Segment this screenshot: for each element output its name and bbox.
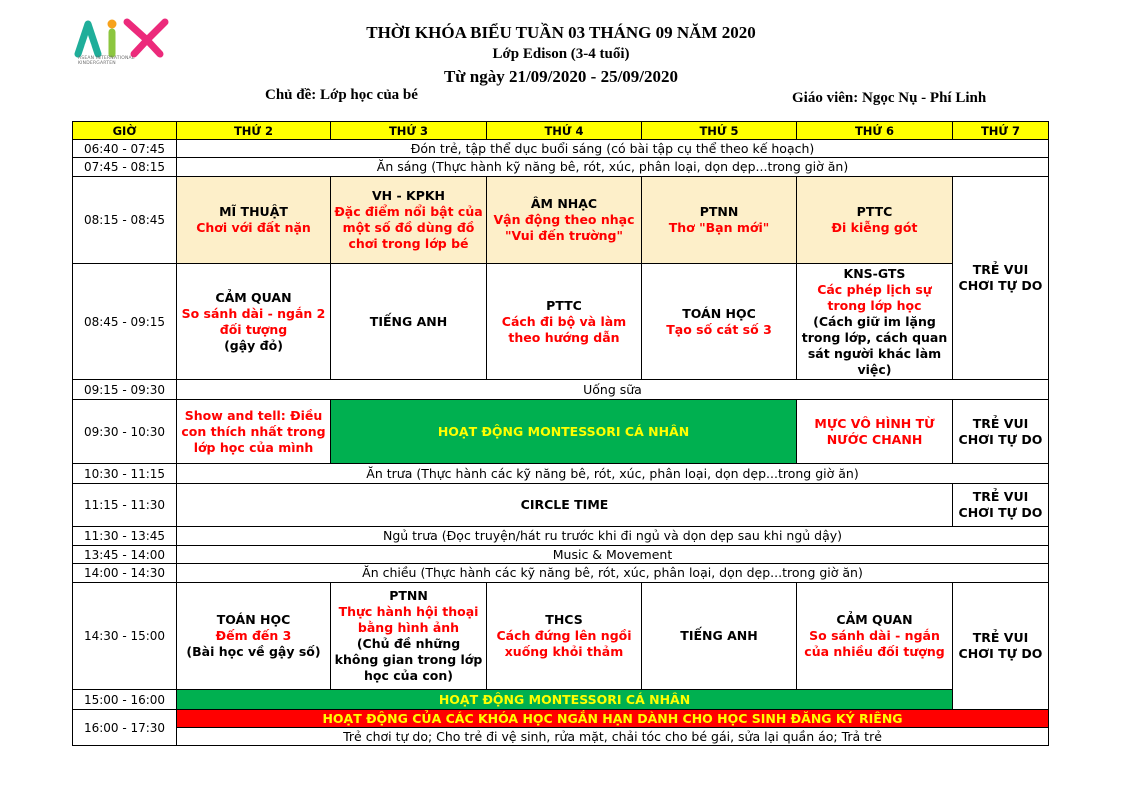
col-header-mon: THỨ 2 (177, 122, 331, 140)
table-row (73, 484, 1049, 527)
lesson-cell-wed: ÂM NHẠC Vận động theo nhạc "Vui đến trường" (487, 177, 642, 264)
col-header-time: GIỜ (73, 122, 177, 140)
time-cell: 08:15 - 08:45 (73, 177, 177, 264)
table-row (73, 546, 1049, 564)
time-cell: 09:30 - 10:30 (73, 400, 177, 464)
activity-cell: Trẻ chơi tự do; Cho trẻ đi vệ sinh, rửa mặt, chải tóc cho bé gái, sửa lại quần áo; Trả trẻ (177, 728, 1049, 746)
lesson-cell-mon: Show and tell: Điều con thích nhất trong lớp học của mình (177, 400, 331, 464)
col-header-thu: THỨ 5 (642, 122, 797, 140)
table-row (73, 527, 1049, 546)
teacher-names: Giáo viên: Ngọc Nụ - Phí Linh (792, 90, 987, 106)
lesson-cell-mon: MĨ THUẬT Chơi với đất nặn (177, 177, 331, 264)
lesson-cell-mon: CẢM QUAN So sánh dài - ngắn 2 đối tượng (gậy đỏ) (177, 264, 331, 380)
lesson-cell-mon: TOÁN HỌC Đếm đến 3 (Bài học về gậy số) (177, 583, 331, 690)
table-row (73, 710, 1049, 728)
time-cell: 14:00 - 14:30 (73, 564, 177, 583)
lesson-cell-thu: TIẾNG ANH (642, 583, 797, 690)
activity-cell: Music & Movement (177, 546, 1049, 564)
lesson-cell-tue: VH - KPKH Đặc điểm nổi bật của một số đồ dùng đồ chơi trong lớp bé (331, 177, 487, 264)
free-play-cell: TRẺ VUI CHƠI TỰ DO (953, 177, 1049, 380)
table-row (73, 464, 1049, 484)
time-cell: 11:30 - 13:45 (73, 527, 177, 546)
col-header-fri: THỨ 6 (797, 122, 953, 140)
time-cell: 14:30 - 15:00 (73, 583, 177, 690)
lesson-cell-fri: MỰC VÔ HÌNH TỪ NƯỚC CHANH (797, 400, 953, 464)
circle-time-cell: CIRCLE TIME (177, 484, 953, 527)
table-row (73, 140, 1049, 158)
activity-cell: Ăn chiều (Thực hành các kỹ năng bê, rót, xúc, phân loại, dọn dẹp...trong giờ ăn) (177, 564, 1049, 583)
logo-tagline: ASEAN INTERNATIONAL KINDERGARTEN (78, 56, 135, 66)
timetable (72, 121, 1049, 746)
lesson-cell-fri: CẢM QUAN So sánh dài - ngắn của nhiều đối tượng (797, 583, 953, 690)
free-play-cell: TRẺ VUI CHƠI TỰ DO (953, 484, 1049, 527)
table-row (73, 400, 1049, 464)
lesson-cell-wed: PTTC Cách đi bộ và làm theo hướng dẫn (487, 264, 642, 380)
time-cell: 08:45 - 09:15 (73, 264, 177, 380)
table-row (73, 690, 1049, 710)
time-cell: 07:45 - 08:15 (73, 158, 177, 177)
lesson-cell-thu: PTNN Thơ "Bạn mới" (642, 177, 797, 264)
lesson-cell-thu: TOÁN HỌC Tạo số cát số 3 (642, 264, 797, 380)
page-title: THỜI KHÓA BIỂU TUẦN 03 THÁNG 09 NĂM 2020 (366, 23, 756, 42)
short-course-cell: HOẠT ĐỘNG CỦA CÁC KHÓA HỌC NGẮN HẠN DÀNH CHO HỌC SINH ĐĂNG KÝ RIÊNG (177, 710, 1049, 728)
class-line: Lớp Edison (3-4 tuổi) (492, 46, 630, 62)
montessori-cell: HOẠT ĐỘNG MONTESSORI CÁ NHÂN (331, 400, 797, 464)
montessori-cell: HOẠT ĐỘNG MONTESSORI CÁ NHÂN (177, 690, 953, 710)
lesson-cell-wed: THCS Cách đứng lên ngồi xuống khỏi thảm (487, 583, 642, 690)
table-row (73, 728, 1049, 746)
activity-cell: Uống sữa (177, 380, 1049, 400)
time-cell: 09:15 - 09:30 (73, 380, 177, 400)
time-cell: 06:40 - 07:45 (73, 140, 177, 158)
table-row (73, 380, 1049, 400)
activity-cell: Đón trẻ, tập thể dục buổi sáng (có bài tập cụ thể theo kế hoạch) (177, 140, 1049, 158)
col-header-wed: THỨ 4 (487, 122, 642, 140)
free-play-cell: TRẺ VUI CHƠI TỰ DO (953, 400, 1049, 464)
table-row (73, 177, 1049, 264)
activity-cell: Ngủ trưa (Đọc truyện/hát ru trước khi đi ngủ và dọn dẹp sau khi ngủ dậy) (177, 527, 1049, 546)
time-cell: 11:15 - 11:30 (73, 484, 177, 527)
lesson-cell-tue: PTNN Thực hành hội thoại bằng hình ảnh (Chủ đề những không gian trong lớp học của con) (331, 583, 487, 690)
lesson-cell-fri: KNS-GTS Các phép lịch sự trong lớp học (Cách giữ im lặng trong lớp, cách quan sát người khác làm việc) (797, 264, 953, 380)
col-header-tue: THỨ 3 (331, 122, 487, 140)
topic: Chủ đề: Lớp học của bé (265, 87, 418, 103)
table-row (73, 264, 1049, 380)
col-header-sat: THỨ 7 (953, 122, 1049, 140)
date-range: Từ ngày 21/09/2020 - 25/09/2020 (443, 67, 679, 86)
table-row (73, 564, 1049, 583)
lesson-cell-fri: PTTC Đi kiễng gót (797, 177, 953, 264)
free-play-cell: TRẺ VUI CHƠI TỰ DO (953, 583, 1049, 710)
activity-cell: Ăn sáng (Thực hành kỹ năng bê, rót, xúc, phân loại, dọn dẹp...trong giờ ăn) (177, 158, 1049, 177)
table-row (73, 583, 1049, 690)
lesson-cell-tue: TIẾNG ANH (331, 264, 487, 380)
time-cell: 16:00 - 17:30 (73, 710, 177, 746)
table-row (73, 158, 1049, 177)
time-cell: 10:30 - 11:15 (73, 464, 177, 484)
header-row (73, 122, 1049, 140)
time-cell: 15:00 - 16:00 (73, 690, 177, 710)
activity-cell: Ăn trưa (Thực hành các kỹ năng bê, rót, xúc, phân loại, dọn dẹp...trong giờ ăn) (177, 464, 1049, 484)
time-cell: 13:45 - 14:00 (73, 546, 177, 564)
